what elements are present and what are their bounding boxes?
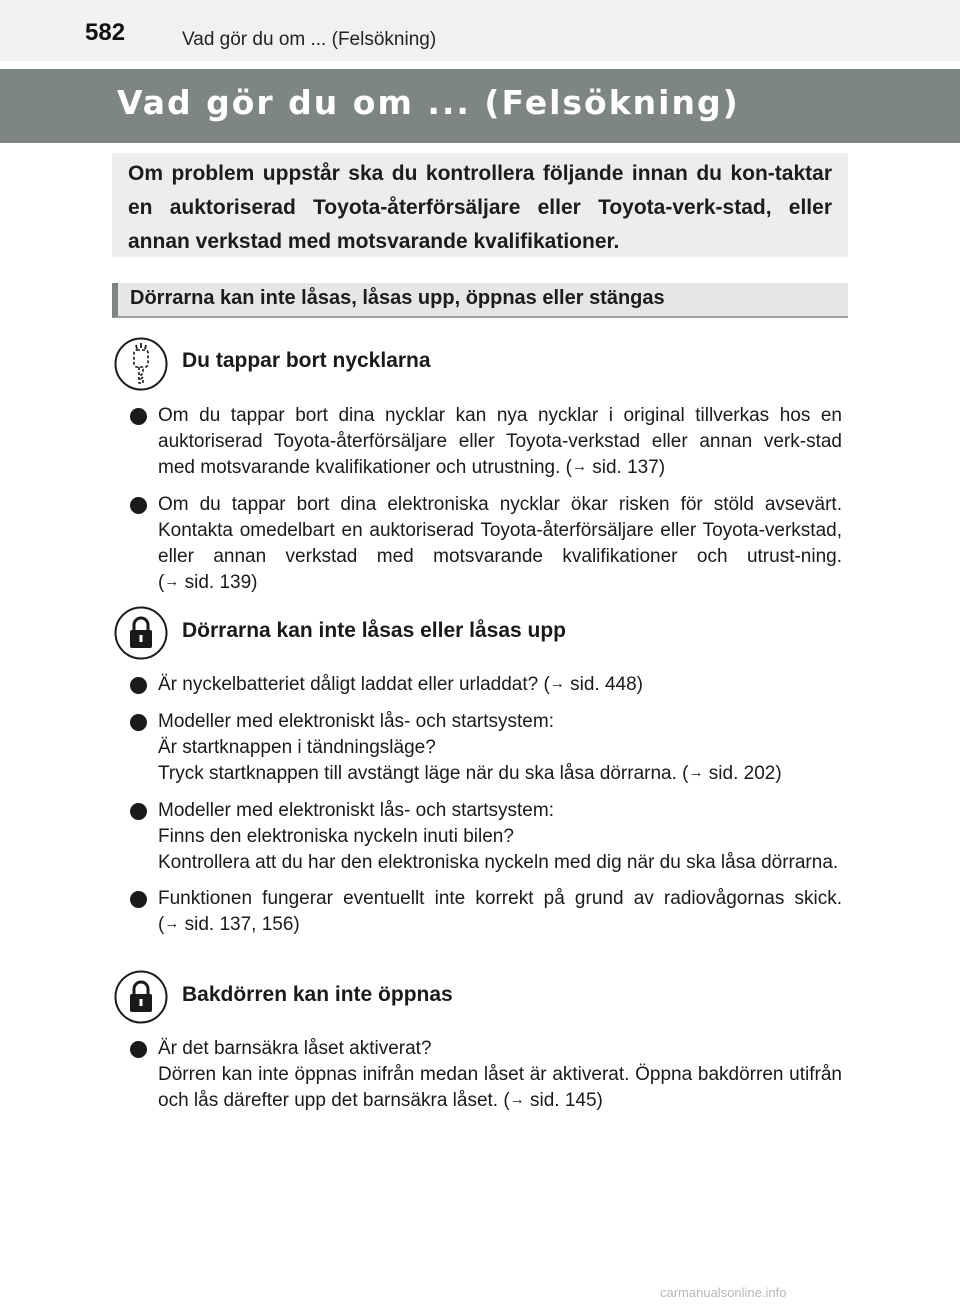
arrow-right-icon: → — [164, 915, 180, 932]
bullet-icon — [130, 1041, 147, 1058]
subsection-items — [130, 672, 842, 949]
list-item — [130, 1036, 842, 1115]
subsection-items — [130, 1036, 842, 1125]
arrow-right-icon: → — [509, 1091, 525, 1108]
bullet-icon — [130, 408, 147, 425]
arrow-right-icon: → — [688, 764, 704, 781]
running-head: Vad gör du om ... (Felsökning) — [182, 29, 437, 50]
page-header — [0, 0, 960, 61]
list-item — [130, 403, 842, 482]
section-heading — [112, 283, 848, 318]
lock-icon — [114, 606, 168, 660]
arrow-right-icon: → — [164, 573, 180, 590]
page-reference: sid. 137) — [592, 457, 666, 478]
item-text: Kontrollera att du har den elektroniska nyckeln med dig när du ska låsa dörrarna. — [158, 852, 839, 873]
bullet-icon — [130, 497, 147, 514]
intro-text: Om problem uppstår ska du kontrollera följande innan du kon-taktar en auktoriserad Toyota-återförsäljare eller Toyota-verk-stad, eller annan verkstad med motsvarande kvalifikationer. — [128, 162, 832, 253]
page-reference: sid. 202) — [708, 763, 782, 784]
item-line: Modeller med elektroniskt lås- och startsystem: — [158, 711, 554, 732]
arrow-right-icon: → — [571, 458, 587, 475]
item-text: Om du tappar bort dina nycklar kan nya nycklar i original tillverkas hos en auktoriserad Toyota-återförsäljare eller Toyota-verkstad eller annan verk-stad med motsvarande kvalifikationer och utrustning. ( — [158, 405, 842, 478]
item-text: Funktionen fungerar eventuellt inte korrekt på grund av radiovågornas skick. ( — [158, 888, 842, 935]
subsection-title: Du tappar bort nycklarna — [182, 349, 431, 372]
watermark: carmanualsonline.info — [660, 1285, 787, 1300]
item-line: Finns den elektroniska nyckeln inuti bilen? — [158, 826, 514, 847]
item-line: Är det barnsäkra låset aktiverat? — [158, 1038, 432, 1059]
key-icon — [114, 337, 168, 391]
bullet-icon — [130, 803, 147, 820]
title-band — [0, 69, 960, 143]
item-line: Modeller med elektroniskt lås- och startsystem: — [158, 800, 554, 821]
page-title: Vad gör du om ... (Felsökning) — [117, 83, 740, 122]
list-item — [130, 492, 842, 597]
arrow-right-icon: → — [549, 675, 565, 692]
bullet-icon — [130, 677, 147, 694]
list-item — [130, 886, 842, 939]
section-heading-text: Dörrarna kan inte låsas, låsas upp, öppnas eller stängas — [130, 287, 665, 309]
list-item — [130, 672, 842, 699]
list-item — [130, 709, 842, 788]
page-reference: sid. 137, 156) — [184, 914, 300, 935]
page-reference: sid. 139) — [184, 572, 258, 593]
item-text: Dörren kan inte öppnas inifrån medan låset är aktiverat. Öppna bakdörren utifrån och lås därefter upp det barnsäkra låset. ( — [158, 1064, 842, 1111]
bullet-icon — [130, 714, 147, 731]
item-text: Om du tappar bort dina elektroniska nycklar ökar risken för stöld avsevärt. Kontakta omedelbart en auktoriserad Toyota-återförsäljare eller Toyota-verkstad, eller annan verkstad med motsvarande kvalifikationer och utrust-ning. ( — [158, 494, 842, 593]
page-reference: sid. 448) — [570, 674, 643, 695]
subsection-title: Dörrarna kan inte låsas eller låsas upp — [182, 619, 567, 642]
item-text: Tryck startknappen till avstängt läge när du ska låsa dörrarna. ( — [158, 763, 689, 784]
bullet-icon — [130, 891, 147, 908]
page-number: 582 — [85, 19, 126, 46]
list-item — [130, 798, 842, 876]
lock-icon — [114, 970, 168, 1024]
intro-box — [112, 153, 848, 257]
item-line: Är startknappen i tändningsläge? — [158, 737, 436, 758]
item-text: Är nyckelbatteriet dåligt laddat eller urladdat? ( — [158, 674, 550, 695]
page-reference: sid. 145) — [529, 1090, 603, 1111]
subsection-items — [130, 403, 842, 607]
subsection-title: Bakdörren kan inte öppnas — [182, 983, 453, 1006]
